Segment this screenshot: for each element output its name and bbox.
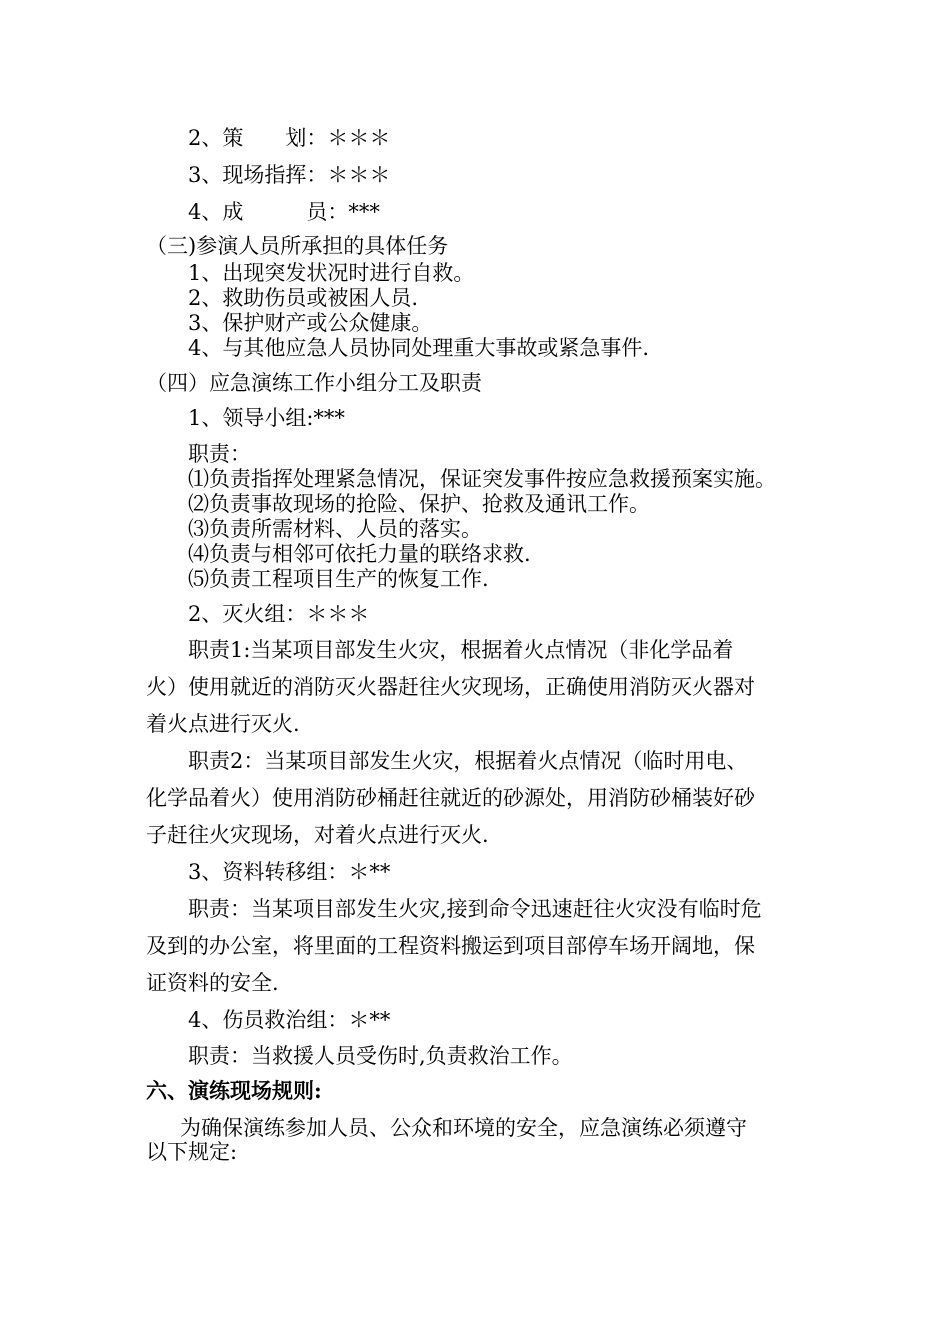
section-heading-3: （三)参演人员所承担的具体任务 [146, 234, 449, 258]
documents-duty-line-2: 及到的办公室，将里面的工程资料搬运到项目部停车场开阔地，保 [146, 934, 755, 958]
staff-commander: 3、现场指挥：＊＊＊ [188, 163, 391, 187]
fire-duty-1-line-3: 着火点进行灭火. [146, 712, 300, 736]
medical-duty: 职责：当救援人员受伤时,负责救治工作。 [188, 1044, 573, 1068]
fire-duty-1-line-1: 职责1:当某项目部发生火灾，根据着火点情况（非化学品着 [188, 638, 734, 662]
task-item-4: 4、与其他应急人员协同处理重大事故或紧急事件. [188, 336, 650, 360]
documents-duty-line-3: 证资料的安全. [146, 971, 279, 995]
duty-label: 职责： [188, 442, 251, 466]
task-item-1: 1、出现突发状况时进行自救。 [188, 261, 475, 285]
group-documents: 3、资料转移组：＊** [188, 860, 391, 884]
duty-item-3: ⑶负责所需材料、人员的落实。 [188, 517, 482, 541]
rules-intro-line-2: 以下规定: [146, 1140, 238, 1164]
fire-duty-2-line-2: 化学品着火）使用消防砂桶赶往就近的砂源处，用消防砂桶装好砂 [146, 786, 755, 810]
duty-item-4: ⑷负责与相邻可依托力量的联络求救. [188, 542, 531, 566]
documents-duty-line-1: 职责：当某项目部发生火灾,接到命令迅速赶往火灾没有临时危 [188, 897, 762, 921]
fire-duty-2-line-1: 职责2：当某项目部发生火灾，根据着火点情况（临时用电、 [188, 749, 748, 773]
duty-item-1: ⑴负责指挥处理紧急情况，保证突发事件按应急救援预案实施。 [188, 467, 776, 491]
staff-members: 4、成 员：*** [188, 200, 380, 224]
task-item-2: 2、救助伤员或被困人员. [188, 286, 419, 310]
section-heading-4: （四）应急演练工作小组分工及职责 [146, 371, 482, 395]
rules-intro-line-1: 为确保演练参加人员、公众和环境的安全，应急演练必须遵守 [180, 1116, 747, 1140]
section-heading-6: 六、演练现场规则: [146, 1078, 322, 1103]
group-medical: 4、伤员救治组：＊** [188, 1008, 391, 1032]
duty-item-5: ⑸负责工程项目生产的恢复工作. [188, 567, 489, 591]
task-item-3: 3、保护财产或公众健康。 [188, 311, 433, 335]
duty-item-2: ⑵负责事故现场的抢险、保护、抢救及通讯工作。 [188, 492, 650, 516]
group-leader: 1、领导小组:*** [188, 406, 345, 430]
fire-duty-1-line-2: 火）使用就近的消防灭火器赶往火灾现场，正确使用消防灭火器对 [146, 675, 755, 699]
staff-planning: 2、策 划：＊＊＊ [188, 126, 391, 150]
fire-duty-2-line-3: 子赶往火灾现场，对着火点进行灭火. [146, 823, 489, 847]
group-fire: 2、灭火组：＊＊＊ [188, 602, 370, 626]
